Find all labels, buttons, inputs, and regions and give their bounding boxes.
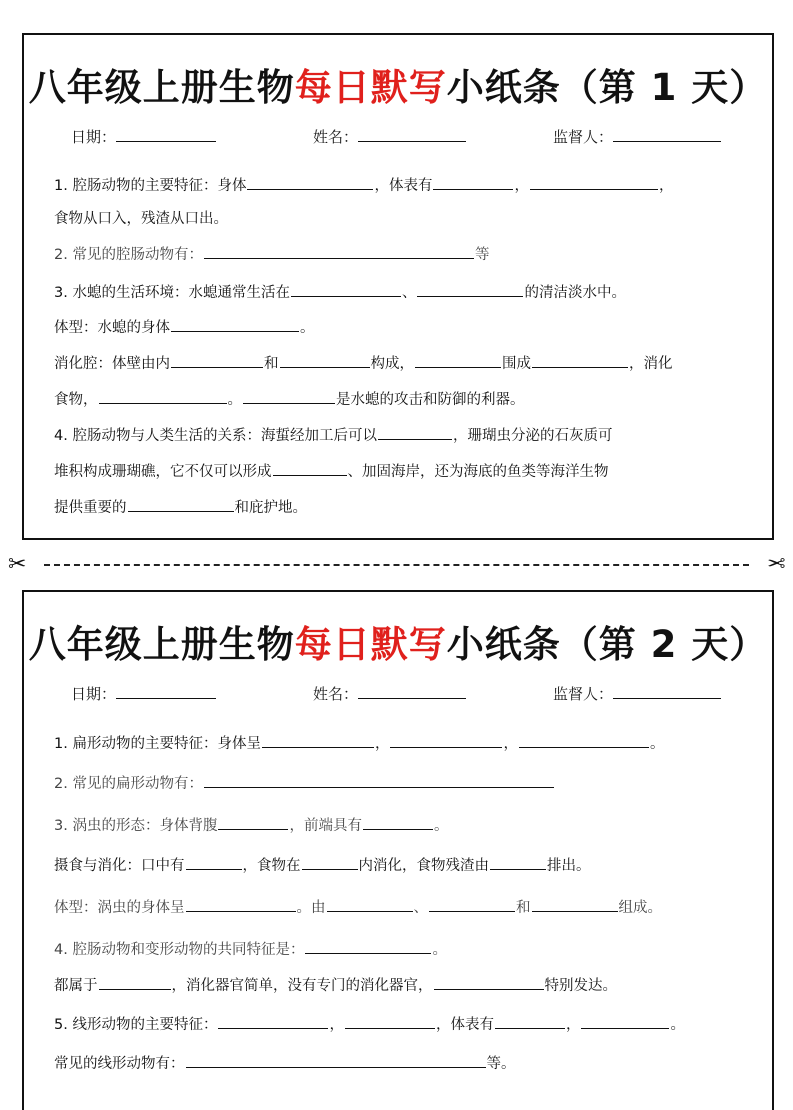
info-row bbox=[24, 125, 772, 147]
question-line: 2. 常见的扁形动物有： bbox=[54, 772, 555, 793]
answer-blank[interactable] bbox=[581, 1014, 669, 1029]
answer-blank[interactable] bbox=[204, 244, 474, 259]
name-label: 姓名： bbox=[313, 128, 359, 146]
question-line: 体型：水螅的身体 。 bbox=[54, 316, 315, 337]
scissors-icon: ✂ bbox=[8, 552, 27, 577]
title-day: （第 2 天） bbox=[560, 623, 768, 666]
date-label: 日期： bbox=[71, 685, 117, 703]
answer-blank[interactable] bbox=[433, 175, 513, 190]
question-line: 3. 水螅的生活环境：水螅通常生活在 、 的清洁淡水中。 bbox=[54, 281, 626, 302]
answer-blank[interactable] bbox=[171, 353, 263, 368]
answer-blank[interactable] bbox=[417, 282, 523, 297]
question-line: 常见的线形动物有： 等。 bbox=[54, 1052, 516, 1073]
answer-blank[interactable] bbox=[530, 175, 658, 190]
question-line: 2. 常见的腔肠动物有： 等 bbox=[54, 243, 489, 264]
answer-blank[interactable] bbox=[128, 497, 234, 512]
title-text-2: 小纸条 bbox=[446, 623, 561, 666]
answer-blank[interactable] bbox=[429, 897, 515, 912]
answer-blank[interactable] bbox=[171, 317, 299, 332]
question-line: 都属于 ，消化器官简单，没有专门的消化器官， 特别发达。 bbox=[54, 974, 617, 995]
title-text: 八年级上册生物 bbox=[28, 623, 295, 666]
supervisor-label: 监督人： bbox=[553, 128, 614, 146]
card-title bbox=[24, 614, 772, 668]
title-text-2: 小纸条 bbox=[446, 66, 561, 109]
title-highlight: 每日默写 bbox=[294, 623, 447, 666]
answer-blank[interactable] bbox=[495, 1014, 565, 1029]
question-line: 1. 腔肠动物的主要特征：身体 ，体表有 ， ， bbox=[54, 174, 673, 195]
supervisor-blank[interactable] bbox=[613, 682, 721, 699]
supervisor-label: 监督人： bbox=[553, 685, 614, 703]
answer-blank[interactable] bbox=[186, 855, 242, 870]
question-line: 食物， 。 是水螅的攻击和防御的利器。 bbox=[54, 388, 525, 409]
answer-blank[interactable] bbox=[345, 1014, 435, 1029]
answer-blank[interactable] bbox=[262, 733, 374, 748]
answer-blank[interactable] bbox=[247, 175, 373, 190]
dashed-divider bbox=[44, 564, 749, 566]
question-line: 消化腔：体壁由内 和 构成， 围成 ，消化 bbox=[54, 352, 673, 373]
answer-blank[interactable] bbox=[532, 353, 628, 368]
name-field[interactable] bbox=[313, 682, 466, 704]
answer-blank[interactable] bbox=[291, 282, 401, 297]
date-blank[interactable] bbox=[116, 125, 216, 142]
answer-blank[interactable] bbox=[519, 733, 649, 748]
answer-blank[interactable] bbox=[218, 815, 288, 830]
answer-blank[interactable] bbox=[99, 389, 227, 404]
answer-blank[interactable] bbox=[218, 1014, 328, 1029]
cut-line bbox=[0, 553, 793, 577]
answer-blank[interactable] bbox=[415, 353, 501, 368]
answer-blank[interactable] bbox=[243, 389, 335, 404]
question-line: 摄食与消化：口中有 ，食物在 内消化，食物残渣由 排出。 bbox=[54, 854, 591, 875]
name-blank[interactable] bbox=[358, 125, 466, 142]
question-line: 体型：涡虫的身体呈 。由 、 和 组成。 bbox=[54, 896, 662, 917]
worksheet-card-day-2 bbox=[22, 590, 774, 1110]
name-blank[interactable] bbox=[358, 682, 466, 699]
answer-blank[interactable] bbox=[305, 939, 431, 954]
date-label: 日期： bbox=[71, 128, 117, 146]
name-label: 姓名： bbox=[313, 685, 359, 703]
question-line: 提供重要的 和庇护地。 bbox=[54, 496, 307, 517]
supervisor-blank[interactable] bbox=[613, 125, 721, 142]
info-row bbox=[24, 682, 772, 704]
supervisor-field[interactable] bbox=[553, 125, 721, 147]
answer-blank[interactable] bbox=[204, 773, 554, 788]
date-field[interactable] bbox=[71, 682, 216, 704]
date-blank[interactable] bbox=[116, 682, 216, 699]
title-highlight: 每日默写 bbox=[294, 66, 447, 109]
answer-blank[interactable] bbox=[302, 855, 358, 870]
question-line: 4. 腔肠动物和变形动物的共同特征是： 。 bbox=[54, 938, 447, 959]
card-title bbox=[24, 57, 772, 111]
answer-blank[interactable] bbox=[273, 461, 347, 476]
question-line: 3. 涡虫的形态：身体背腹 ，前端具有 。 bbox=[54, 814, 448, 835]
supervisor-field[interactable] bbox=[553, 682, 721, 704]
date-field[interactable] bbox=[71, 125, 216, 147]
answer-blank[interactable] bbox=[532, 897, 618, 912]
title-day: （第 1 天） bbox=[560, 66, 768, 109]
question-line: 4. 腔肠动物与人类生活的关系：海蜇经加工后可以 ，珊瑚虫分泌的石灰质可 bbox=[54, 424, 612, 445]
name-field[interactable] bbox=[313, 125, 466, 147]
answer-blank[interactable] bbox=[434, 975, 544, 990]
question-line: 1. 扁形动物的主要特征：身体呈 ， ， 。 bbox=[54, 732, 664, 753]
answer-blank[interactable] bbox=[327, 897, 413, 912]
title-text: 八年级上册生物 bbox=[28, 66, 295, 109]
answer-blank[interactable] bbox=[490, 855, 546, 870]
worksheet-card-day-1 bbox=[22, 33, 774, 540]
question-line: 食物从口入，残渣从口出。 bbox=[54, 211, 228, 227]
answer-blank[interactable] bbox=[186, 897, 296, 912]
answer-blank[interactable] bbox=[363, 815, 433, 830]
answer-blank[interactable] bbox=[280, 353, 370, 368]
answer-blank[interactable] bbox=[390, 733, 502, 748]
question-line: 5. 线形动物的主要特征： ， ，体表有 ， 。 bbox=[54, 1013, 685, 1034]
answer-blank[interactable] bbox=[378, 425, 452, 440]
answer-blank[interactable] bbox=[186, 1053, 486, 1068]
answer-blank[interactable] bbox=[99, 975, 171, 990]
question-line: 堆积构成珊瑚礁，它不仅可以形成 、加固海岸，还为海底的鱼类等海洋生物 bbox=[54, 460, 609, 481]
scissors-icon: ✂ bbox=[766, 552, 785, 577]
